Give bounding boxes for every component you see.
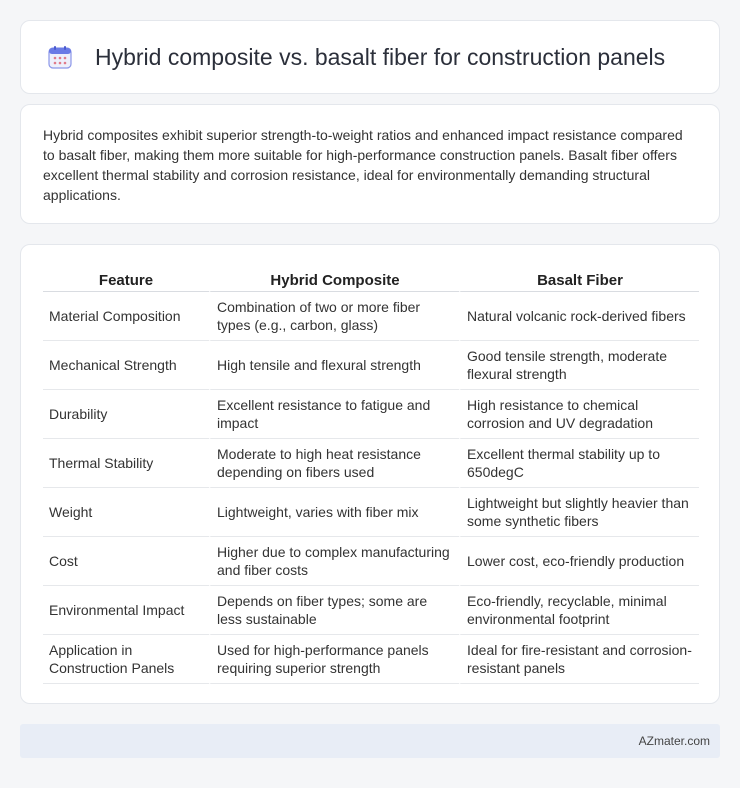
basalt-cell: Lightweight but slightly heavier than some synthetic fibers [459, 488, 699, 537]
hybrid-cell: Used for high-performance panels requiring superior strength [209, 635, 459, 684]
hybrid-cell: Lightweight, varies with fiber mix [209, 488, 459, 537]
hybrid-cell: Excellent resistance to fatigue and impact [209, 390, 459, 439]
basalt-cell: Excellent thermal stability up to 650degC [459, 439, 699, 488]
table-row [43, 488, 699, 537]
header-basalt-fiber: Basalt Fiber [459, 265, 699, 292]
feature-cell: Environmental Impact [43, 586, 209, 635]
title-row [21, 21, 719, 93]
table-row [43, 586, 699, 635]
footer-bar [20, 724, 720, 758]
table-row [43, 537, 699, 586]
feature-cell: Mechanical Strength [43, 341, 209, 390]
hybrid-cell: Combination of two or more fiber types (e.g., carbon, glass) [209, 292, 459, 341]
feature-cell: Durability [43, 390, 209, 439]
comparison-table [43, 265, 699, 684]
header-hybrid-composite: Hybrid Composite [209, 265, 459, 292]
feature-cell: Thermal Stability [43, 439, 209, 488]
feature-cell: Material Composition [43, 292, 209, 341]
basalt-cell: Good tensile strength, moderate flexural strength [459, 341, 699, 390]
feature-cell: Application in Construction Panels [43, 635, 209, 684]
table-row [43, 439, 699, 488]
feature-cell: Weight [43, 488, 209, 537]
feature-cell: Cost [43, 537, 209, 586]
summary-text: Hybrid composites exhibit superior strength-to-weight ratios and enhanced impact resistance compared to basalt fiber, making them more suitable for high-performance construction panels. Basalt fiber offers excellent thermal stability and corrosion resistance, ideal for environmentally demanding structural applications. [43, 127, 683, 203]
header-card [20, 20, 720, 94]
hybrid-cell: Moderate to high heat resistance depending on fibers used [209, 439, 459, 488]
table-row [43, 341, 699, 390]
hybrid-cell: Higher due to complex manufacturing and fiber costs [209, 537, 459, 586]
page-title: Hybrid composite vs. basalt fiber for construction panels [95, 43, 666, 70]
header-feature: Feature [43, 265, 209, 292]
footer-site-link[interactable]: AZmater.com [638, 734, 710, 748]
table-header-row [43, 265, 699, 292]
hybrid-cell: High tensile and flexural strength [209, 341, 459, 390]
basalt-cell: Lower cost, eco-friendly production [459, 537, 699, 586]
comparison-table-card [20, 244, 720, 704]
basalt-cell: High resistance to chemical corrosion and UV degradation [459, 390, 699, 439]
summary-card [20, 104, 720, 224]
table-row [43, 635, 699, 684]
table-row [43, 292, 699, 341]
calendar-icon [47, 44, 73, 70]
basalt-cell: Natural volcanic rock-derived fibers [459, 292, 699, 341]
table-row [43, 390, 699, 439]
hybrid-cell: Depends on fiber types; some are less sustainable [209, 586, 459, 635]
basalt-cell: Ideal for fire-resistant and corrosion-resistant panels [459, 635, 699, 684]
basalt-cell: Eco-friendly, recyclable, minimal environmental footprint [459, 586, 699, 635]
